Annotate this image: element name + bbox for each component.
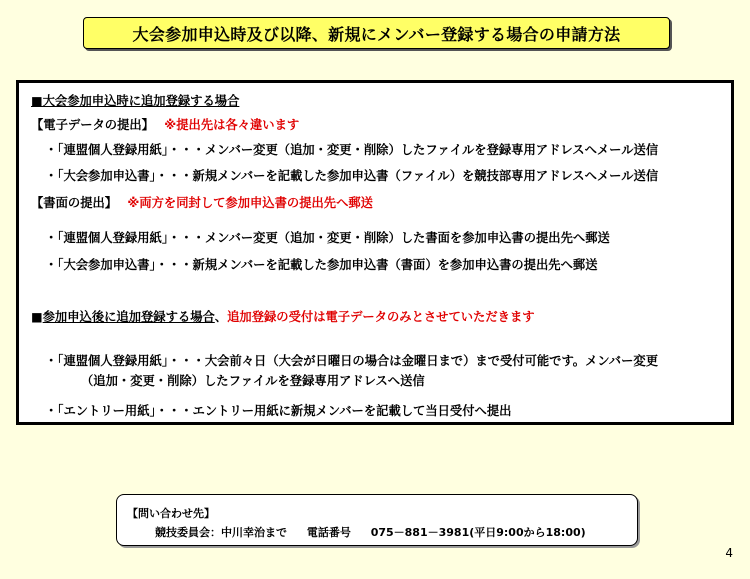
contact-title: 【問い合わせ先】 [127, 507, 215, 520]
contact-box [116, 494, 638, 546]
section2-heading [31, 307, 535, 325]
paper-item-2: ・「大会参加申込書」・・・新規メンバーを記載した参加申込書（書面）を参加申込書の提出先へ郵送 [45, 258, 598, 272]
paper-submission-heading [31, 193, 373, 211]
contact-phone: 075－881－3981(平日9:00から18:00) [370, 526, 586, 539]
contact-details [155, 524, 602, 540]
section2-heading-sep: 、 [214, 310, 228, 324]
contact-committee: 競技委員会：中川幸治まで [155, 526, 287, 539]
electronic-submission-heading [31, 115, 299, 133]
electronic-item-2: ・「大会参加申込書」・・・新規メンバーを記載した参加申込書（ファイル）を競技部専用アドレスへメール送信 [45, 169, 659, 183]
section2-item-2: ・「エントリー用紙」・・・エントリー用紙に新規メンバーを記載して当日受付へ提出 [45, 404, 512, 418]
section2-heading-marker: ■ [31, 310, 43, 324]
paper-label: 【書面の提出】 [31, 196, 118, 210]
electronic-label: 【電子データの提出】 [31, 118, 154, 132]
electronic-note: ※提出先は各々違います [164, 118, 300, 132]
page-title [83, 17, 670, 49]
page-number: 4 [725, 546, 733, 560]
section1-heading: ■大会参加申込時に追加登録する場合 [31, 94, 240, 108]
section2-heading-text: 参加申込後に追加登録する場合 [42, 310, 215, 324]
main-content-box [16, 80, 734, 425]
paper-note: ※両方を同封して参加申込書の提出先へ郵送 [127, 196, 373, 210]
section2-note: 追加登録の受付は電子データのみとさせていただきます [227, 310, 535, 324]
section2-item-1-line-1: ・「連盟個人登録用紙」・・・大会前々日（大会が日曜日の場合は金曜日まで）まで受付可能です。メンバー変更 [45, 354, 658, 368]
electronic-item-1: ・「連盟個人登録用紙」・・・メンバー変更（追加・変更・削除）したファイルを登録専用アドレスへメール送信 [45, 143, 659, 157]
contact-phone-label: 電話番号 [306, 526, 351, 539]
section2-item-1-line-2: （追加・変更・削除）したファイルを登録専用アドレスへ送信 [81, 374, 425, 388]
page-title-text: 大会参加申込時及び以降、新規にメンバー登録する場合の申請方法 [132, 24, 621, 44]
paper-item-1: ・「連盟個人登録用紙」・・・メンバー変更（追加・変更・削除）した書面を参加申込書の提出先へ郵送 [45, 231, 610, 245]
